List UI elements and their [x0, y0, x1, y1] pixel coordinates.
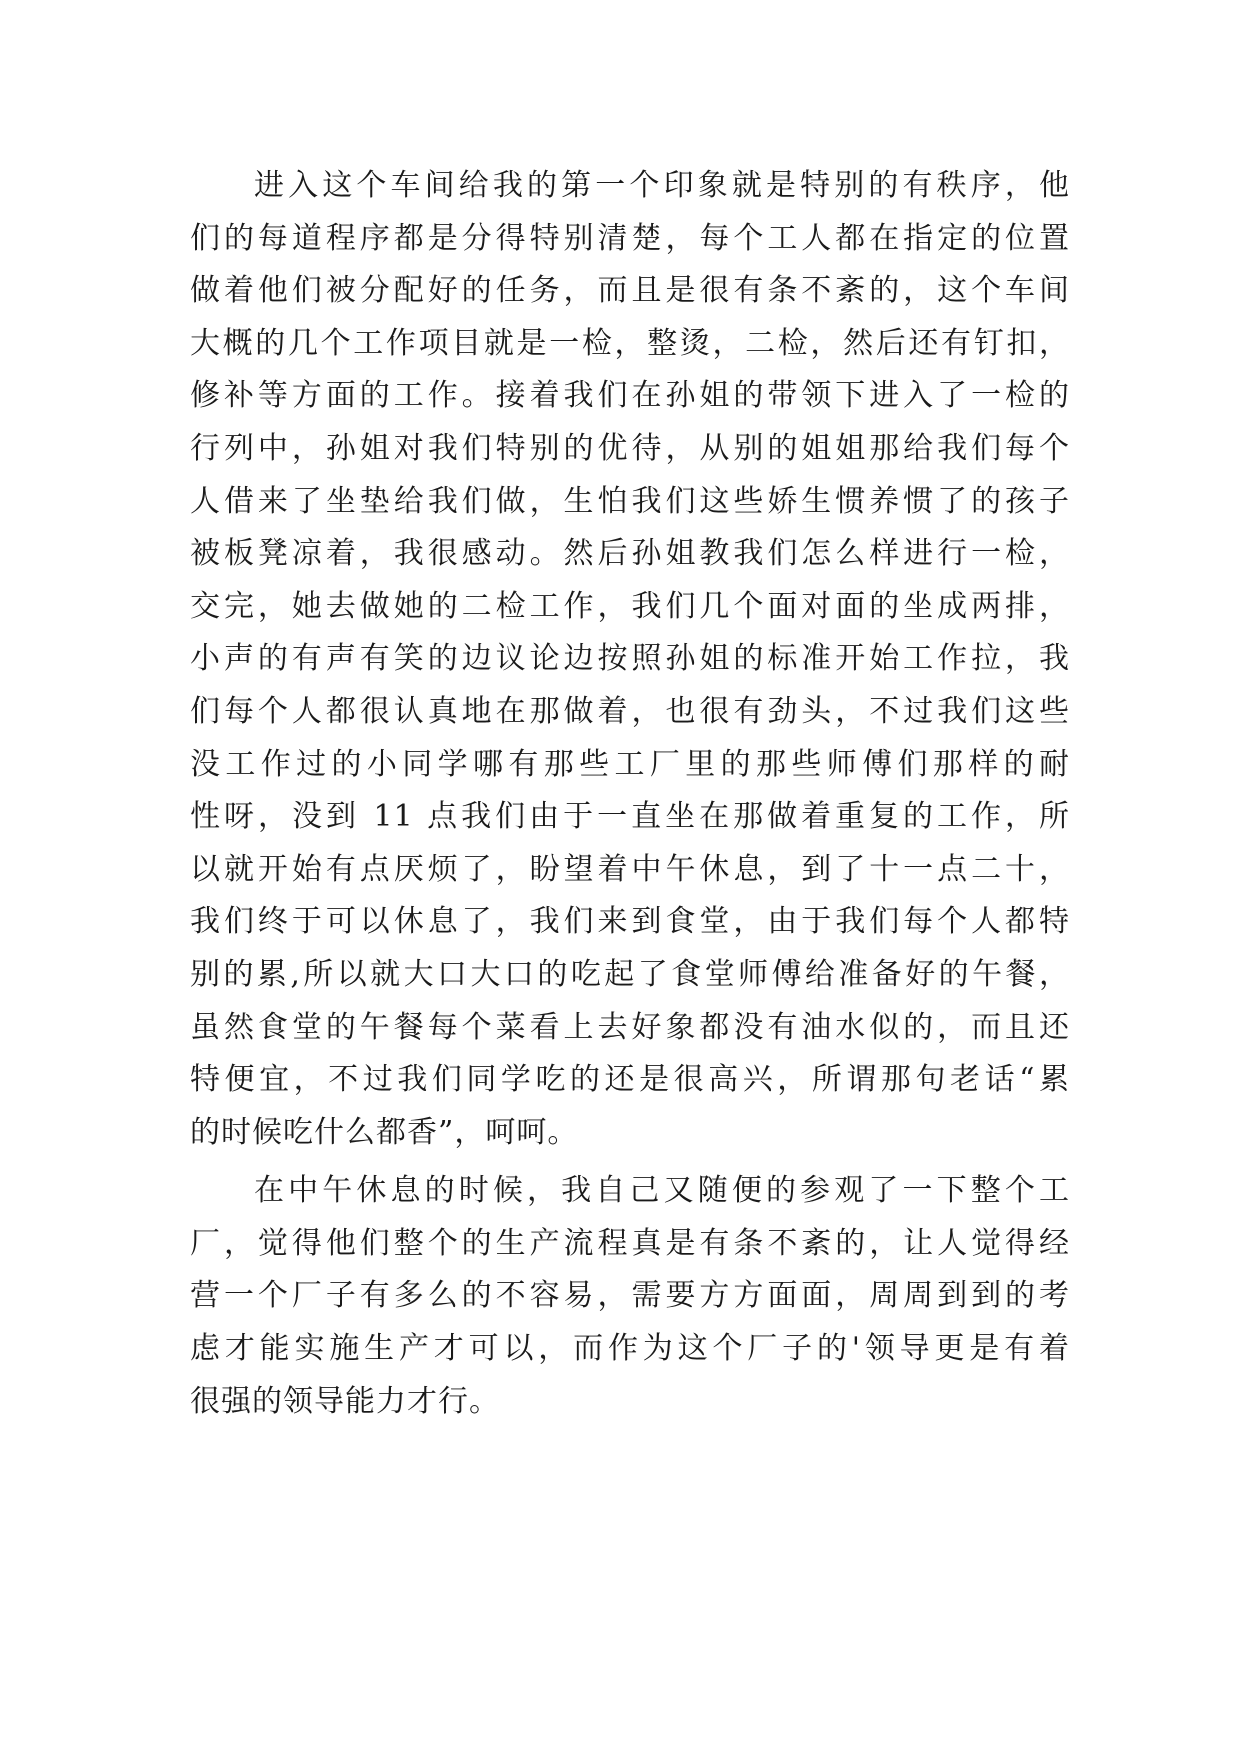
text-line: 很强的领导能力才行。 — [190, 1383, 500, 1419]
text-line: 们的每道程序都是分得特别清楚，每个工人都在指定的位置 — [190, 220, 1070, 256]
text-line: 被板凳凉着，我很感动。然后孙姐教我们怎么样进行一检， — [190, 536, 1070, 572]
text-line: 做着他们被分配好的任务，而且是很有条不紊的，这个车间 — [190, 273, 1070, 309]
text-line: 在中午休息的时候，我自己又随便的参观了一下整个工 — [254, 1173, 1070, 1209]
text-line: 行列中，孙姐对我们特别的优待，从别的姐姐那给我们每个 — [190, 430, 1070, 466]
paragraph — [190, 1165, 1070, 1428]
text-line: 大概的几个工作项目就是一检，整烫，二检，然后还有钉扣， — [190, 325, 1070, 361]
text-line: 虑才能实施生产才可以，而作为这个厂子的'领导更是有着 — [190, 1331, 1070, 1367]
text-line: 虽然食堂的午餐每个菜看上去好象都没有油水似的，而且还 — [190, 1009, 1070, 1045]
text-line: 以就开始有点厌烦了，盼望着中午休息，到了十一点二十， — [190, 851, 1070, 887]
text-line: 进入这个车间给我的第一个印象就是特别的有秩序，他 — [254, 168, 1070, 203]
paragraph — [190, 160, 1070, 1159]
text-line: 人借来了坐垫给我们做，生怕我们这些娇生惯养惯了的孩子 — [190, 483, 1070, 519]
text-line: 我们终于可以休息了，我们来到食堂，由于我们每个人都特 — [190, 904, 1070, 940]
text-line: 营一个厂子有多么的不容易，需要方方面面，周周到到的考 — [190, 1278, 1070, 1314]
text-line: 厂，觉得他们整个的生产流程真是有条不紊的，让人觉得经 — [190, 1225, 1070, 1261]
text-line: 小声的有声有笑的边议论边按照孙姐的标准开始工作拉，我 — [190, 641, 1070, 677]
text-line: 的时候吃什么都香”，呵呵。 — [190, 1114, 579, 1150]
text-line: 交完，她去做她的二检工作，我们几个面对面的坐成两排， — [190, 588, 1070, 624]
text-line: 们每个人都很认真地在那做着，也很有劲头，不过我们这些 — [190, 693, 1070, 729]
text-line: 性呀，没到 11 点我们由于一直坐在那做着重复的工作，所 — [190, 799, 1070, 835]
text-line: 修补等方面的工作。接着我们在孙姐的带领下进入了一检的 — [190, 378, 1070, 414]
text-line: 特便宜，不过我们同学吃的还是很高兴，所谓那句老话“累 — [190, 1062, 1070, 1098]
document-body — [190, 160, 1070, 1428]
text-line: 别的累,所以就大口大口的吃起了食堂师傅给准备好的午餐， — [190, 956, 1070, 992]
text-line: 没工作过的小同学哪有那些工厂里的那些师傅们那样的耐 — [190, 746, 1070, 782]
